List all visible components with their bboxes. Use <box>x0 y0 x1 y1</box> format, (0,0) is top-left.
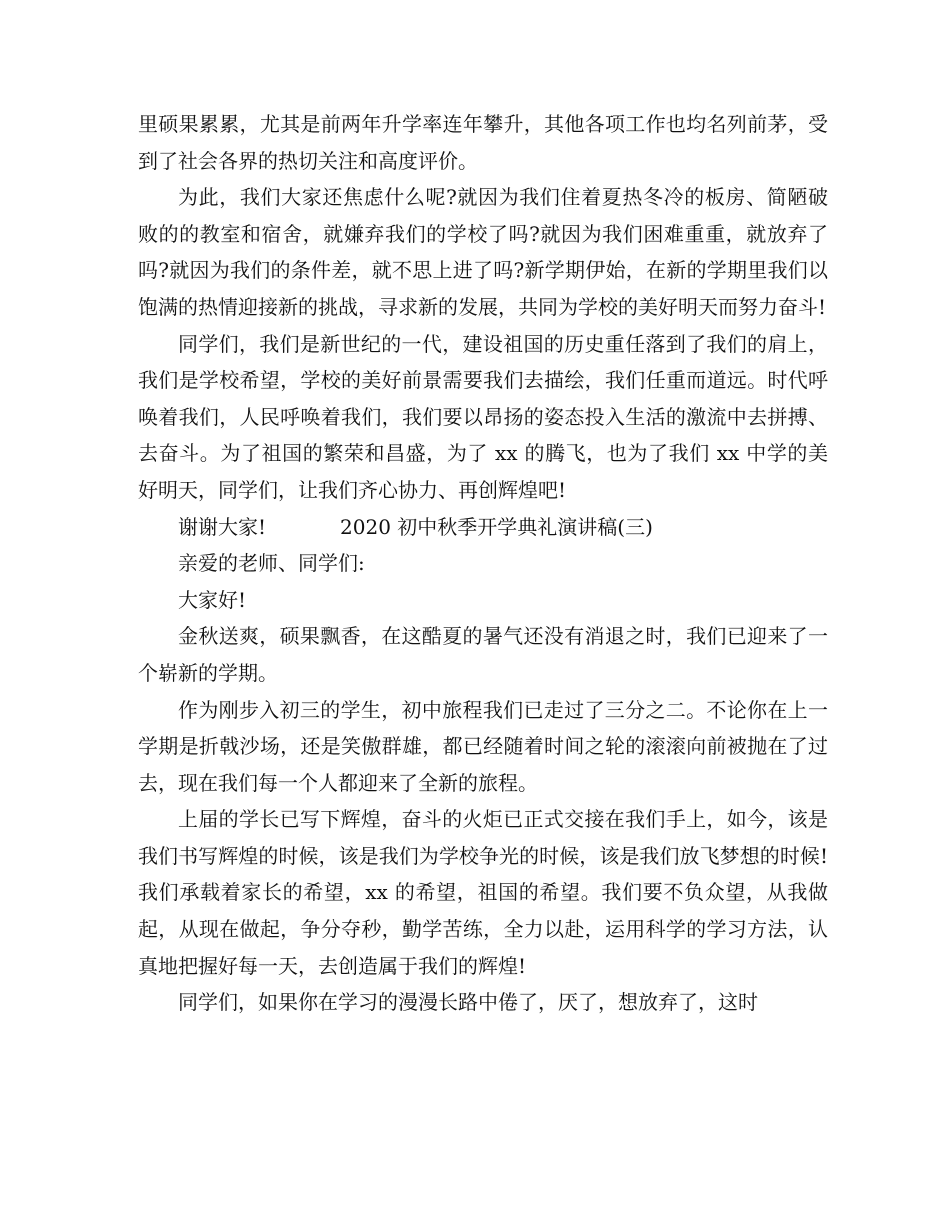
paragraph-6: 上届的学长已写下辉煌，奋斗的火炬已正式交接在我们手上，如今，该是我们书写辉煌的时候，该是我们为学校争光的时候，该是我们放飞梦想的时候!我们承载着家长的希望，xx 的希望，祖国的希望。我们要不负众望，从我做起，从现在做起，争分夺秒，勤学苦练，全力以赴，运用科学的学习方法，认真地把握好每一天，去创造属于我们的辉煌! <box>138 807 828 978</box>
greeting: 大家好! <box>178 587 247 612</box>
salutation: 亲爱的老师、同学们: <box>178 551 365 576</box>
paragraph-7: 同学们，如果你在学习的漫漫长路中倦了，厌了，想放弃了，这时 <box>178 990 758 1015</box>
paragraph-1: 里硕果累累，尤其是前两年升学率连年攀升，其他各项工作也均名列前茅，受到了社会各界的热切关注和高度评价。 <box>138 112 828 173</box>
paragraph-3: 同学们，我们是新世纪的一代，建设祖国的历史重任落到了我们的肩上，我们是学校希望，学校的美好前景需要我们去描绘，我们任重而道远。时代呼唤着我们，人民呼唤着我们，我们要以昂扬的姿态投入生活的激流中去拼搏、去奋斗。为了祖国的繁荣和昌盛，为了 xx 的腾飞，也为了我们 xx 中学的美好明天，同学们，让我们齐心协力、再创辉煌吧! <box>138 331 828 502</box>
paragraph-2: 为此，我们大家还焦虑什么呢?就因为我们住着夏热冬冷的板房、简陋破败的的教室和宿舍，就嫌弃我们的学校了吗?就因为我们困难重重，就放弃了吗?就因为我们的条件差，就不思上进了吗?新学期伊始，在新的学期里我们以饱满的热情迎接新的挑战，寻求新的发展，共同为学校的美好明天而努力奋斗! <box>138 185 828 319</box>
paragraph-4: 金秋送爽，硕果飘香，在这酷夏的暑气还没有消退之时，我们已迎来了一个崭新的学期。 <box>138 624 828 685</box>
thanks-and-title-line <box>138 509 828 546</box>
section-title: 2020 初中秋季开学典礼演讲稿(三) <box>340 514 653 539</box>
document-body <box>138 106 828 1021</box>
thanks-text: 谢谢大家! <box>178 514 267 539</box>
paragraph-5: 作为刚步入初三的学生，初中旅程我们已走过了三分之二。不论你在上一学期是折戟沙场，还是笑傲群雄，都已经随着时间之轮的滚滚向前被抛在了过去，现在我们每一个人都迎来了全新的旅程。 <box>138 697 828 795</box>
